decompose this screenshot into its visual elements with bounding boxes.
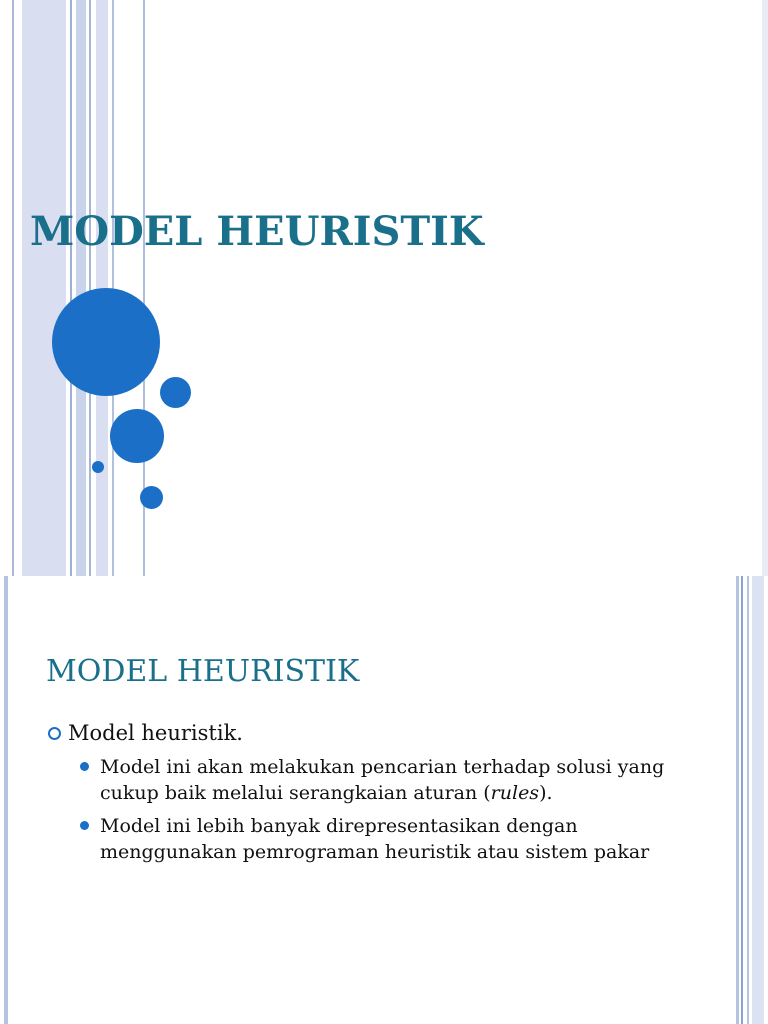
title-slide-heading: MODEL HEURISTIK [30,208,484,255]
decorative-stripe [736,576,739,1024]
decorative-circle-small [140,486,163,509]
decorative-stripe [747,576,749,1024]
bullet-text-line: Model ini akan melakukan pencarian terhadap solusi yang [100,756,665,778]
decorative-stripe [4,576,8,1024]
decorative-stripe [752,576,764,1024]
slide-edge [762,0,768,576]
decorative-stripe [70,0,72,576]
decorative-circle-small [160,377,191,408]
decorative-stripe [89,0,91,576]
decorative-stripe [76,0,86,576]
bullet-text-line [100,780,553,806]
decorative-circle-medium [110,409,164,463]
bullet-level1-text: Model heuristik. [68,721,243,745]
content-slide-heading: MODEL HEURISTIK [46,654,360,689]
slide-edge [764,576,768,1024]
ring-bullet-icon [48,727,61,740]
slide-edge [0,0,8,576]
decorative-stripe [741,576,743,1024]
bullet-text-segment: ). [539,782,553,804]
decorative-circle-large [52,288,160,396]
bullet-text-segment: cukup baik melalui serangkaian aturan ( [100,782,491,804]
bullet-text-line: Model ini lebih banyak direpresentasikan dengan [100,815,578,837]
decorative-stripe [12,0,14,576]
decorative-circle-tiny [92,461,104,473]
italic-term: rules [490,782,540,804]
dot-bullet-icon [80,821,89,830]
decorative-stripe [22,0,66,576]
bullet-text-line: menggunakan pemrograman heuristik atau sistem pakar [100,841,650,863]
content-slide [0,576,768,1024]
dot-bullet-icon [80,762,89,771]
